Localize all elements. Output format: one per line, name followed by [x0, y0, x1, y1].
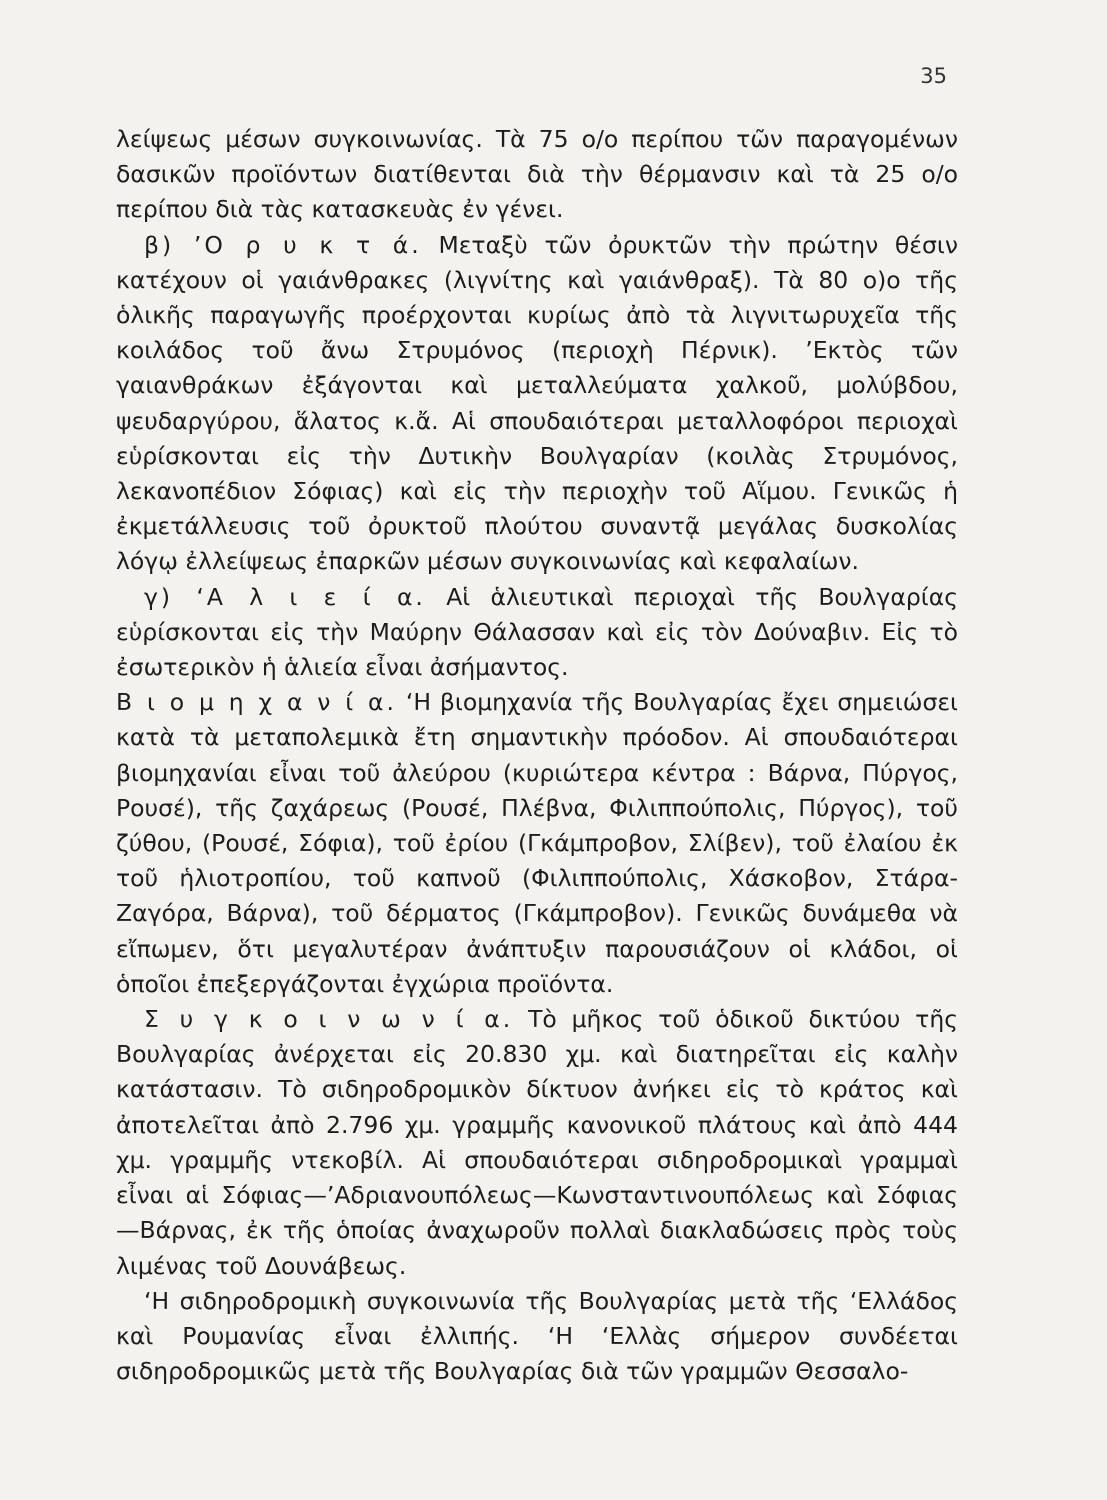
section-heading-minerals: β) ’Ο ρ υ κ τ ά.	[144, 230, 422, 259]
paragraph-text: Τὸ μῆκος τοῦ ὁδικοῦ δικτύου τῆς Βουλγαρίας ἀνέρχεται εἰς 20.830 χμ. καὶ διατηρεῖται εἰς καλὴν κατάστασιν. Τὸ σιδηροδρομικὸν δίκτυον ἀνήκει εἰς τὸ κράτος καὶ ἀποτελεῖται ἀπὸ 2.796 χμ. γραμμῆς κανονικοῦ πλάτους καὶ ἀπὸ 444 χμ. γραμμῆς ντεκοβίλ. Αἱ σπουδαιότεραι σιδηροδρομικαὶ γραμμαὶ εἶναι αἱ Σόφιας—’Αδριανουπόλεως—Κωνσταντινουπόλεως καὶ Σόφιας—Βάρνας, ἐκ τῆς ὁποίας ἀναχωροῦν πολλαὶ διακλαδώσεις πρὸς τοὺς λιμένας τοῦ Δουνάβεως.	[116, 1005, 959, 1280]
section-heading-communications: Σ υ γ κ ο ι ν ω ν ί α.	[144, 1005, 514, 1034]
paragraph-text: λείψεως μέσων συγκοινωνίας. Τὰ 75 ο/ο περίπου τῶν παραγομένων δασικῶν προϊόντων διατίθενται διὰ τὴν θέρμανσιν καὶ τὰ 25 ο/ο περίπου διὰ τὰς κατασκευὰς ἐν γένει.	[116, 125, 958, 224]
section-heading-fishing: γ) ‘Α λ ι ε ί α.	[144, 582, 426, 611]
page-number: 35	[920, 64, 947, 88]
paragraph-rail-links	[116, 1284, 958, 1390]
paragraph-text: ‘Η σιδηροδρομικὴ συγκοινωνία τῆς Βουλγαρίας μετὰ τῆς ‘Ελλάδος καὶ Ρουμανίας εἶναι ἐλλιπής. ‘Η ‘Ελλὰς σήμερον συνδέεται σιδηροδρομικῶς μετὰ τῆς Βουλγαρίας διὰ τῶν γραμμῶν Θεσσαλο-	[116, 1286, 958, 1386]
paragraph-communications	[116, 1002, 958, 1284]
paragraph-minerals	[116, 228, 958, 580]
paragraph-forestry-end	[116, 122, 958, 228]
paragraph-fishing	[116, 580, 958, 686]
section-heading-industry: Β ι ο μ η χ α ν ί α.	[116, 688, 398, 717]
paragraph-industry	[116, 685, 958, 1002]
paragraph-text: ‘Η βιομηχανία τῆς Βουλγαρίας ἔχει σημειώσει κατὰ τὰ μεταπολεμικὰ ἔτη σημαντικὴν πρόοδον. Αἱ σπουδαιότεραι βιομηχανίαι εἶναι τοῦ ἀλεύρου (κυριώτερα κέντρα : Βάρνα, Πύργος, Ρουσέ), τῆς ζαχάρεως (Ρουσέ, Πλέβνα, Φιλιππούπολις, Πύργος), τοῦ ζύθου, (Ρουσέ, Σόφια), τοῦ ἐρίου (Γκάμπροβον, Σλίβεν), τοῦ ἐλαίου ἐκ τοῦ ἡλιοτροπίου, τοῦ καπνοῦ (Φιλιππούπολις, Χάσκοβον, Στάρα-Ζαγόρα, Βάρνα), τοῦ δέρματος (Γκάμπροβον). Γενικῶς δυνάμεθα νὰ εἴπωμεν, ὅτι μεγαλυτέραν ἀνάπτυξιν παρουσιάζουν οἱ κλάδοι, οἱ ὁποῖοι ἐπεξεργάζονται ἐγχώρια προϊόντα.	[116, 688, 958, 998]
paragraph-text: Μεταξὺ τῶν ὀρυκτῶν τὴν πρώτην θέσιν κατέχουν οἱ γαιάνθρακες (λιγνίτης καὶ γαιάνθραξ). Τὰ 80 ο)ο τῆς ὁλικῆς παραγωγῆς προέρχονται κυρίως ἀπὸ τὰ λιγνιτωρυχεῖα τῆς κοιλάδος τοῦ ἄνω Στρυμόνος (περιοχὴ Πέρνικ). ’Εκτὸς τῶν γαιανθράκων ἐξάγονται καὶ μεταλλεύματα χαλκοῦ, μολύβδου, ψευδαργύρου, ἅλατος κ.ἄ. Αἱ σπουδαιότεραι μεταλλοφόροι περιοχαὶ εὑρίσκονται εἰς τὴν Δυτικὴν Βουλγαρίαν (κοιλὰς Στρυμόνος, λεκανοπέδιον Σόφιας) καὶ εἰς τὴν περιοχὴν τοῦ Αἵμου. Γενικῶς ἡ ἐκμετάλλευσις τοῦ ὀρυκτοῦ πλούτου συναντᾷ μεγάλας δυσκολίας λόγῳ ἐλλείψεως ἐπαρκῶν μέσων συγκοινωνίας καὶ κεφαλαίων.	[116, 230, 958, 576]
paragraph-text: Αἱ ἁλιευτικαὶ περιοχαὶ τῆς Βουλγαρίας εὑρίσκονται εἰς τὴν Μαύρην Θάλασσαν καὶ εἰς τὸν Δούναβιν. Εἰς τὸ ἐσωτερικὸν ἡ ἁλιεία εἶναι ἀσήμαντος.	[116, 582, 958, 682]
body-text	[116, 122, 958, 1389]
